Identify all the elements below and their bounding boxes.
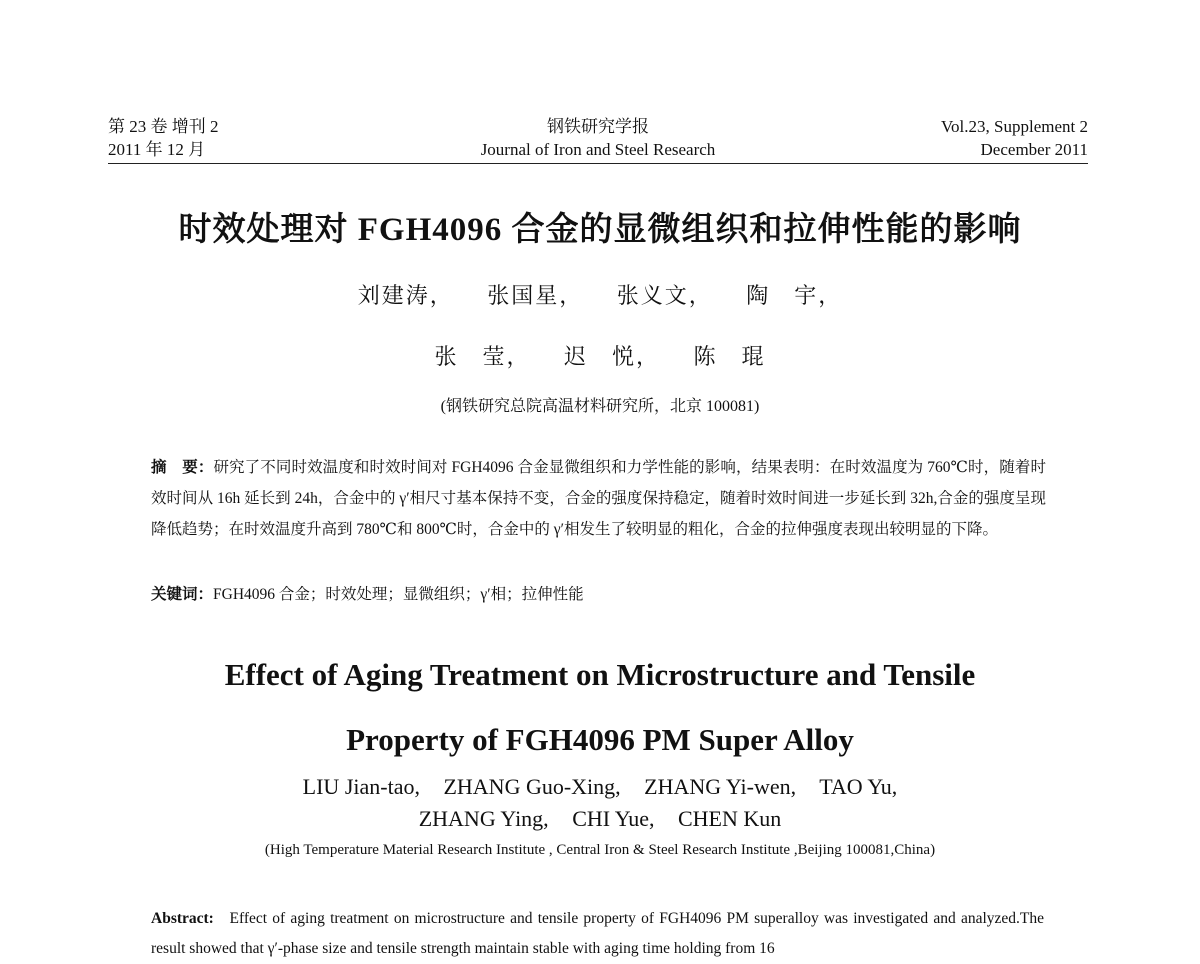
author-en: LIU Jian-tao, [302,774,420,799]
affiliation-cn: (钢铁研究总院高温材料研究所，北京 100081) [440,398,760,415]
authors-en-line2 [0,806,1200,832]
author-en: CHI Yue, [572,806,655,831]
volume-en: Vol.23, Supplement 2 [940,117,1088,136]
header-rule [108,163,1088,164]
author-en: TAO Yu, [819,774,898,799]
volume-cn: 第 23 卷 增刊 2 [108,117,219,136]
journal-name-cn: 钢铁研究学报 [547,117,649,136]
title-en-line2: Property of FGH4096 PM Super Alloy [346,722,854,757]
author-en: ZHANG Ying, [418,806,549,831]
running-header [108,115,1088,163]
abstract-cn-label: 摘 要： [151,459,214,476]
title-cn: 时效处理对 FGH4096 合金的显微组织和拉伸性能的影响 [178,212,1022,248]
keywords-cn-text: FGH4096 合金；时效处理；显微组织；γ′相；拉伸性能 [213,586,584,603]
authors-cn-line2 [0,340,1200,371]
author-en: ZHANG Yi-wen, [644,774,797,799]
title-en-line1: Effect of Aging Treatment on Microstructure and Tensile [224,657,976,692]
abstract-en-text: Effect of aging treatment on microstructure and tensile property of FGH4096 PM superalloy was investigated and analyzed.The result showed that γ′-phase size and tensile strength maintain stable with aging time holding from 16 [151,910,1044,957]
abstract-en [151,904,1044,964]
abstract-cn [151,452,1046,545]
author-cn: 张 莹， [434,344,531,369]
author-cn: 陈 琨 [693,344,766,369]
abstract-en-label: Abstract: [151,910,214,927]
abstract-cn-text: 研究了不同时效温度和时效时间对 FGH4096 合金显微组织和力学性能的影响，结果表明：在时效温度为 760℃时，随着时效时间从 16h 延长到 24h，合金中的 γ′相尺寸基本保持不变，合金的强度保持稳定，随着时效时间进一步延长到 32h,合金的强度呈现降低趋势；在时效温度升高到 780℃和 800℃时，合金中的 γ′相发生了较明显的粗化，合金的拉伸强度表现出较明显的下降。 [151,459,1046,538]
author-cn: 张国星， [487,283,584,308]
keywords-cn-label: 关键词： [151,586,214,603]
affiliation-en: (High Temperature Material Research Institute , Central Iron & Steel Research Institute ,Beijing 100081,China) [264,842,936,858]
authors-en-line1 [0,774,1200,800]
author-cn: 张义文， [616,283,713,308]
journal-name-en: Journal of Iron and Steel Research [480,140,716,159]
author-cn: 陶 宇， [746,283,843,308]
author-en: CHEN Kun [677,806,782,831]
keywords-cn [151,583,1046,607]
date-cn: 2011 年 12 月 [108,140,206,159]
date-en: December 2011 [980,140,1088,159]
author-en: ZHANG Guo-Xing, [443,774,621,799]
authors-cn-line1 [0,279,1200,310]
author-cn: 迟 悦， [563,344,660,369]
volume-supplement [941,115,1088,161]
author-cn: 刘建涛， [357,283,454,308]
